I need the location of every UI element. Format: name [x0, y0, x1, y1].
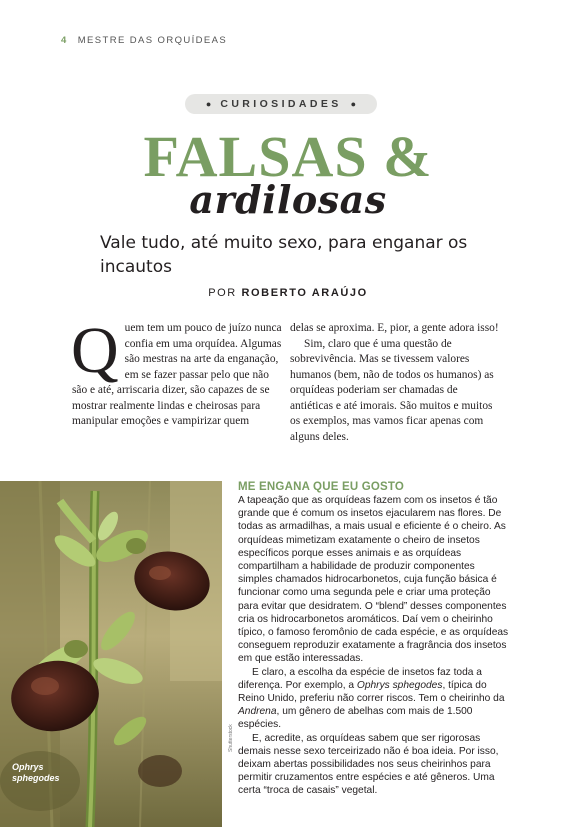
sidebar-paragraph-1: A tapeação que as orquídeas fazem com os insetos é tão grande que é comum os insetos ejacularem nas flores. De todas as armadilhas, a mais usual e eficiente é o cheiro. As orquídeas mimetizam exatamente o cheiro de insetos específicos porque esses animais e as orquídeas compartilham a habilidade de produzir componentes simples chamados hidrocarbonetos, cuja função básica é funcionar como uma segunda pele e criar uma proteção para evitar que desidratem. O “blend” desses componentes cria os hidrocarbonetos aromáticos. Daí vem o cheirinho típico, o famoso feromônio de cada espécie, e as orquídeas conseguem reproduzir exatamente a fragrância dos insetos em que estão interessadas. — [238, 495, 509, 665]
sidebar-text: , típica do Reino Unido, preferiu não correr riscos. Tem o cheirinho da — [238, 679, 505, 705]
intro-paragraph-1-start: uem tem um pouco de juízo nunca confia em uma orquídea. Algumas são mestras na arte da enganação, em se fazer passar pelo que não são e até, arriscaria dizer, são capazes de se mostrar realmente lindas e cheirosas para manipular emoções e vampirizar quem — [72, 322, 282, 427]
intro-paragraph-2: Sim, claro que é uma questão de sobrevivência. Mas se tivessem valores humanos (bem, não de todos os humanos) as orquídeas poderiam ser chamadas de antiéticas e até imorais. São muitos e muitos os exemplos, mas vamos ficar apenas com alguns deles. — [290, 337, 494, 443]
headline-line-1: FALSAS & — [143, 124, 433, 189]
caption-species: sphegodes — [12, 773, 60, 783]
sidebar-text: , um gênero de abelhas com mais de 1.500 espécies. — [238, 706, 473, 731]
sidebar-paragraph-3: E, acredite, as orquídeas sabem que ser rigorosas demais nesse sexo terceirizado não é boa ideia. Por isso, deixam abertas possibilidades nos seus cheirinhos para permitir cruzamentos entre espécies e até gêneros. Uma certa “troca de casais” vegetal. — [238, 732, 499, 797]
intro-column-1 — [71, 314, 282, 430]
species-name: Ophrys sphegodes — [356, 679, 443, 691]
kicker-text: CURIOSIDADES — [220, 98, 342, 110]
byline — [0, 287, 576, 299]
drop-cap: Q — [71, 314, 119, 387]
sidebar-body — [238, 494, 510, 798]
byline-prefix: POR — [208, 287, 237, 299]
section-name: MESTRE DAS ORQUÍDEAS — [77, 35, 228, 46]
caption-genus: Ophrys — [12, 762, 44, 772]
sidebar-text: E claro, a escolha da espécie de insetos faz toda a diferença. Por exemplo, a — [238, 666, 482, 691]
sidebar-paragraph-2 — [238, 666, 510, 732]
bullet-icon: ● — [350, 99, 357, 109]
photo-credit: Shutterstock — [228, 724, 234, 752]
intro-column-2 — [290, 321, 502, 445]
headline-line-2: ardilosas — [189, 177, 387, 222]
page-number: 4 — [61, 35, 68, 46]
intro-paragraph-1-end: delas se aproxima. E, pior, a gente adora isso! — [290, 322, 499, 334]
author-name: ROBERTO ARAÚJO — [241, 287, 368, 299]
kicker-label — [185, 94, 377, 114]
genus-name: Andrena — [238, 706, 277, 718]
bullet-icon: ● — [205, 99, 212, 109]
sidebar-heading: ME ENGANA QUE EU GOSTO — [238, 481, 405, 493]
running-header — [61, 35, 227, 46]
subtitle: Vale tudo, até muito sexo, para enganar os incautos — [100, 233, 468, 277]
photo-caption — [12, 762, 60, 784]
